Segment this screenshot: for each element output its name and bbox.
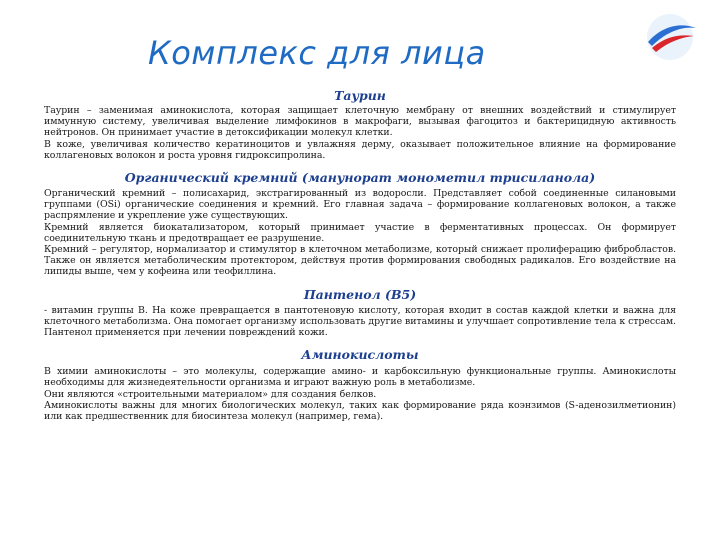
section-organic-silicon (44, 170, 676, 278)
section-panthenol (44, 287, 676, 339)
paragraph: Кремний – регулятор, нормализатор и стимулятор в клеточном метаболизме, который снижает пролиферацию фибробластов. Также он является метаболическим протектором, действуя против формирования свободных радикалов. Его воздействие на липиды выше, чем у кофеина или теофиллина. (44, 244, 676, 278)
swoosh-logo-icon (638, 12, 702, 62)
section-heading: Пантенол (В5) (303, 286, 417, 302)
paragraph: - витамин группы В. На коже превращается в пантотеновую кислоту, которая входит в состав каждой клетки и важна для клеточного метаболизма. Она помогает организму использовать другие витамины и улучшает сопротивление тела к стрессам. Пантенол применяется при лечении повреждений кожи. (44, 304, 676, 339)
section-taurine (44, 88, 676, 161)
section-amino-acids (44, 347, 676, 422)
section-heading: Аминокислоты (301, 347, 419, 363)
paragraph: Они являются «строительными материалом» для создания белков. (44, 388, 377, 400)
paragraph: Органический кремний – полисахарид, экстрагированный из водоросли. Представляет собой соединенные силановыми группами (OSi) органические соединения и кремний. Его главная задача – формирование коллагеновых волокон, а также распрямление и укрепление уже существующих. (44, 188, 676, 222)
paragraph: Кремний является биокатализатором, который принимает участие в ферментативных процессах. Он формирует соединительную ткань и предотвращает ее разрушение. (44, 221, 676, 244)
paragraph: Таурин – заменимая аминокислота, которая защищает клеточную мембрану от внешних воздействий и стимулирует иммунную систему, увеличивая выделение лимфокинов в макрофаги, вызывая фагоцитоз и бактерицидную активность нейтронов. Он принимает участие в детоксификации молекул клетки. (44, 105, 676, 139)
section-heading: Органический кремний (манунорат монометил трисиланола) (124, 170, 596, 186)
page-title: Комплекс для лица (148, 34, 486, 72)
paragraph: Аминокислоты важны для многих биологических молекул, таких как формирование ряда коэнзимов (S-аденозилметионин) или как предшественник для биосинтеза молекул (например, гема). (44, 399, 676, 423)
content-area (44, 88, 676, 422)
paragraph: В химии аминокислоты – это молекулы, содержащие амино- и карбоксильную функциональные группы. Аминокислоты необходимы для жизнедеятельности организма и играют важную роль в метаболизме. (44, 366, 676, 389)
section-heading: Таурин (334, 88, 386, 103)
paragraph: В коже, увеличивая количество кератиноцитов и увлажняя дерму, оказывает положительное влияние на формирование коллагеновых волокон и роста уровня гидроксипролина. (44, 138, 676, 161)
